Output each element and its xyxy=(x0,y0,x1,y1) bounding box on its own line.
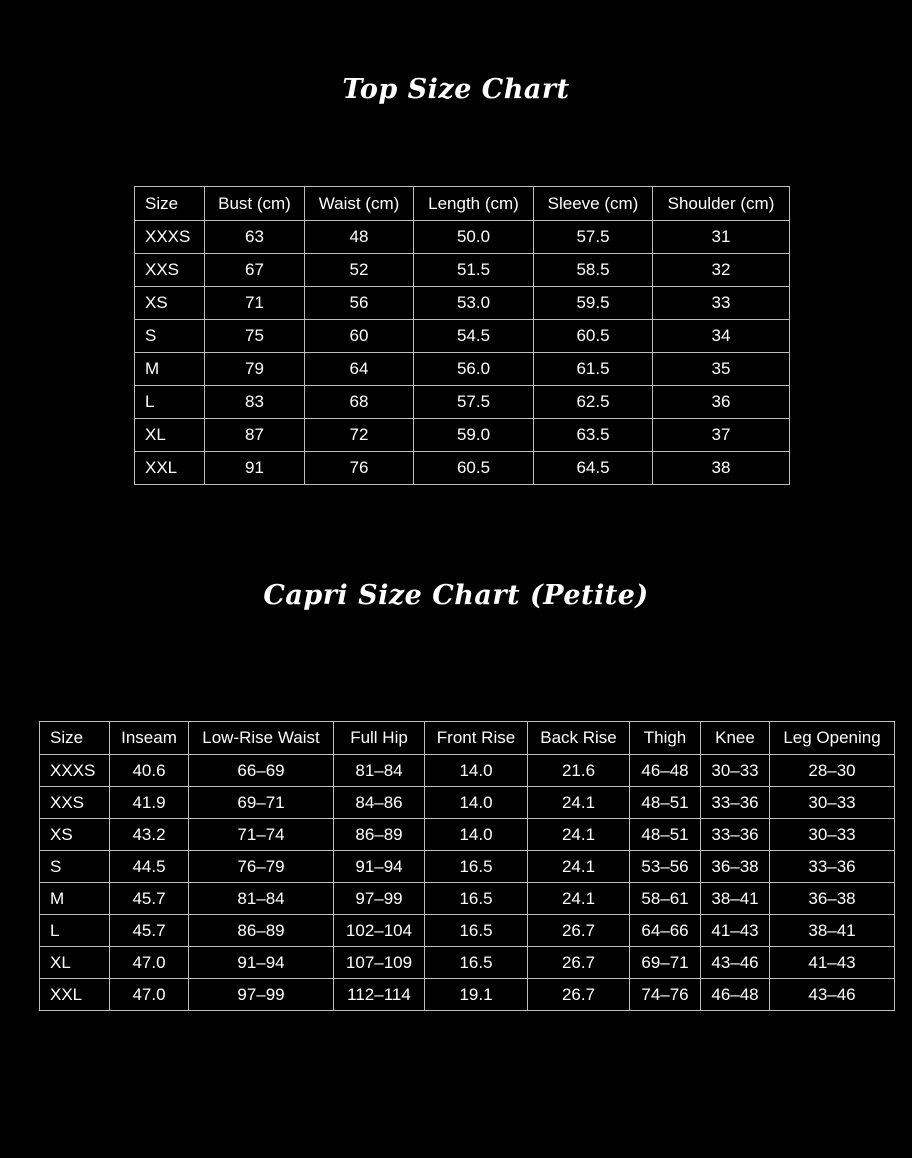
measurement-cell: 30–33 xyxy=(701,755,770,787)
measurement-cell: 21.6 xyxy=(528,755,630,787)
measurement-cell: 36–38 xyxy=(770,883,895,915)
measurement-cell: 38 xyxy=(653,452,790,485)
measurement-cell: 63 xyxy=(205,221,305,254)
measurement-cell: 36–38 xyxy=(701,851,770,883)
measurement-cell: 16.5 xyxy=(425,915,528,947)
measurement-cell: 33 xyxy=(653,287,790,320)
table-row xyxy=(40,883,895,915)
measurement-cell: 14.0 xyxy=(425,787,528,819)
measurement-cell: 28–30 xyxy=(770,755,895,787)
measurement-cell: 112–114 xyxy=(334,979,425,1011)
measurement-cell: 57.5 xyxy=(534,221,653,254)
measurement-cell: 41–43 xyxy=(701,915,770,947)
measurement-cell: 69–71 xyxy=(630,947,701,979)
measurement-cell: 52 xyxy=(305,254,414,287)
table-row xyxy=(135,221,790,254)
measurement-cell: 43.2 xyxy=(110,819,189,851)
measurement-cell: 34 xyxy=(653,320,790,353)
measurement-cell: 30–33 xyxy=(770,787,895,819)
table-header-row xyxy=(135,187,790,221)
column-header: Back Rise xyxy=(528,722,630,755)
measurement-cell: 62.5 xyxy=(534,386,653,419)
size-cell: XXXS xyxy=(135,221,205,254)
measurement-cell: 71–74 xyxy=(189,819,334,851)
column-header: Shoulder (cm) xyxy=(653,187,790,221)
size-cell: XS xyxy=(135,287,205,320)
measurement-cell: 26.7 xyxy=(528,979,630,1011)
table-row xyxy=(40,947,895,979)
size-cell: XXL xyxy=(40,979,110,1011)
measurement-cell: 67 xyxy=(205,254,305,287)
measurement-cell: 56 xyxy=(305,287,414,320)
measurement-cell: 50.0 xyxy=(414,221,534,254)
measurement-cell: 14.0 xyxy=(425,755,528,787)
measurement-cell: 24.1 xyxy=(528,787,630,819)
measurement-cell: 38–41 xyxy=(770,915,895,947)
measurement-cell: 38–41 xyxy=(701,883,770,915)
measurement-cell: 51.5 xyxy=(414,254,534,287)
table-row xyxy=(135,320,790,353)
measurement-cell: 16.5 xyxy=(425,947,528,979)
size-cell: XS xyxy=(40,819,110,851)
measurement-cell: 64.5 xyxy=(534,452,653,485)
measurement-cell: 107–109 xyxy=(334,947,425,979)
measurement-cell: 41.9 xyxy=(110,787,189,819)
measurement-cell: 24.1 xyxy=(528,883,630,915)
column-header: Waist (cm) xyxy=(305,187,414,221)
size-cell: M xyxy=(40,883,110,915)
measurement-cell: 60.5 xyxy=(534,320,653,353)
column-header: Low-Rise Waist xyxy=(189,722,334,755)
table-row xyxy=(40,915,895,947)
column-header: Front Rise xyxy=(425,722,528,755)
column-header: Inseam xyxy=(110,722,189,755)
measurement-cell: 64 xyxy=(305,353,414,386)
top-size-table xyxy=(134,186,790,485)
capri-size-table xyxy=(39,721,895,1011)
measurement-cell: 83 xyxy=(205,386,305,419)
measurement-cell: 45.7 xyxy=(110,883,189,915)
column-header: Sleeve (cm) xyxy=(534,187,653,221)
measurement-cell: 61.5 xyxy=(534,353,653,386)
table-row xyxy=(40,851,895,883)
measurement-cell: 60 xyxy=(305,320,414,353)
measurement-cell: 102–104 xyxy=(334,915,425,947)
measurement-cell: 26.7 xyxy=(528,915,630,947)
measurement-cell: 16.5 xyxy=(425,883,528,915)
measurement-cell: 24.1 xyxy=(528,819,630,851)
size-cell: XXL xyxy=(135,452,205,485)
table-row xyxy=(135,386,790,419)
measurement-cell: 58.5 xyxy=(534,254,653,287)
measurement-cell: 76 xyxy=(305,452,414,485)
measurement-cell: 54.5 xyxy=(414,320,534,353)
table-row xyxy=(135,287,790,320)
measurement-cell: 53.0 xyxy=(414,287,534,320)
top-size-chart-title: Top Size Chart xyxy=(342,74,570,105)
measurement-cell: 33–36 xyxy=(701,819,770,851)
table-row xyxy=(40,755,895,787)
measurement-cell: 57.5 xyxy=(414,386,534,419)
measurement-cell: 84–86 xyxy=(334,787,425,819)
table-row xyxy=(135,353,790,386)
measurement-cell: 33–36 xyxy=(770,851,895,883)
measurement-cell: 19.1 xyxy=(425,979,528,1011)
measurement-cell: 46–48 xyxy=(630,755,701,787)
measurement-cell: 59.0 xyxy=(414,419,534,452)
column-header: Size xyxy=(135,187,205,221)
measurement-cell: 32 xyxy=(653,254,790,287)
column-header: Size xyxy=(40,722,110,755)
measurement-cell: 40.6 xyxy=(110,755,189,787)
measurement-cell: 31 xyxy=(653,221,790,254)
measurement-cell: 69–71 xyxy=(189,787,334,819)
measurement-cell: 63.5 xyxy=(534,419,653,452)
measurement-cell: 75 xyxy=(205,320,305,353)
table-row xyxy=(40,787,895,819)
measurement-cell: 53–56 xyxy=(630,851,701,883)
table-row xyxy=(40,979,895,1011)
measurement-cell: 24.1 xyxy=(528,851,630,883)
measurement-cell: 48–51 xyxy=(630,787,701,819)
measurement-cell: 86–89 xyxy=(334,819,425,851)
size-cell: M xyxy=(135,353,205,386)
measurement-cell: 91–94 xyxy=(334,851,425,883)
table-row xyxy=(135,254,790,287)
measurement-cell: 48 xyxy=(305,221,414,254)
measurement-cell: 97–99 xyxy=(189,979,334,1011)
column-header: Length (cm) xyxy=(414,187,534,221)
measurement-cell: 64–66 xyxy=(630,915,701,947)
size-cell: XXXS xyxy=(40,755,110,787)
measurement-cell: 37 xyxy=(653,419,790,452)
measurement-cell: 43–46 xyxy=(770,979,895,1011)
measurement-cell: 35 xyxy=(653,353,790,386)
measurement-cell: 46–48 xyxy=(701,979,770,1011)
size-cell: S xyxy=(40,851,110,883)
measurement-cell: 87 xyxy=(205,419,305,452)
size-cell: XL xyxy=(135,419,205,452)
size-cell: XXS xyxy=(135,254,205,287)
column-header: Knee xyxy=(701,722,770,755)
measurement-cell: 56.0 xyxy=(414,353,534,386)
measurement-cell: 66–69 xyxy=(189,755,334,787)
measurement-cell: 79 xyxy=(205,353,305,386)
measurement-cell: 16.5 xyxy=(425,851,528,883)
measurement-cell: 30–33 xyxy=(770,819,895,851)
measurement-cell: 68 xyxy=(305,386,414,419)
size-cell: S xyxy=(135,320,205,353)
table-row xyxy=(135,419,790,452)
column-header: Thigh xyxy=(630,722,701,755)
measurement-cell: 33–36 xyxy=(701,787,770,819)
column-header: Bust (cm) xyxy=(205,187,305,221)
table-header-row xyxy=(40,722,895,755)
measurement-cell: 45.7 xyxy=(110,915,189,947)
measurement-cell: 91–94 xyxy=(189,947,334,979)
size-cell: L xyxy=(135,386,205,419)
column-header: Full Hip xyxy=(334,722,425,755)
measurement-cell: 76–79 xyxy=(189,851,334,883)
measurement-cell: 43–46 xyxy=(701,947,770,979)
table-row xyxy=(135,452,790,485)
size-cell: XXS xyxy=(40,787,110,819)
table-row xyxy=(40,819,895,851)
measurement-cell: 36 xyxy=(653,386,790,419)
measurement-cell: 81–84 xyxy=(334,755,425,787)
size-cell: XL xyxy=(40,947,110,979)
measurement-cell: 59.5 xyxy=(534,287,653,320)
measurement-cell: 86–89 xyxy=(189,915,334,947)
measurement-cell: 60.5 xyxy=(414,452,534,485)
measurement-cell: 14.0 xyxy=(425,819,528,851)
size-cell: L xyxy=(40,915,110,947)
measurement-cell: 26.7 xyxy=(528,947,630,979)
measurement-cell: 58–61 xyxy=(630,883,701,915)
measurement-cell: 41–43 xyxy=(770,947,895,979)
measurement-cell: 71 xyxy=(205,287,305,320)
measurement-cell: 72 xyxy=(305,419,414,452)
measurement-cell: 47.0 xyxy=(110,979,189,1011)
capri-size-chart-title: Capri Size Chart (Petite) xyxy=(263,580,649,611)
measurement-cell: 91 xyxy=(205,452,305,485)
column-header: Leg Opening xyxy=(770,722,895,755)
measurement-cell: 74–76 xyxy=(630,979,701,1011)
measurement-cell: 81–84 xyxy=(189,883,334,915)
measurement-cell: 47.0 xyxy=(110,947,189,979)
measurement-cell: 97–99 xyxy=(334,883,425,915)
measurement-cell: 44.5 xyxy=(110,851,189,883)
measurement-cell: 48–51 xyxy=(630,819,701,851)
